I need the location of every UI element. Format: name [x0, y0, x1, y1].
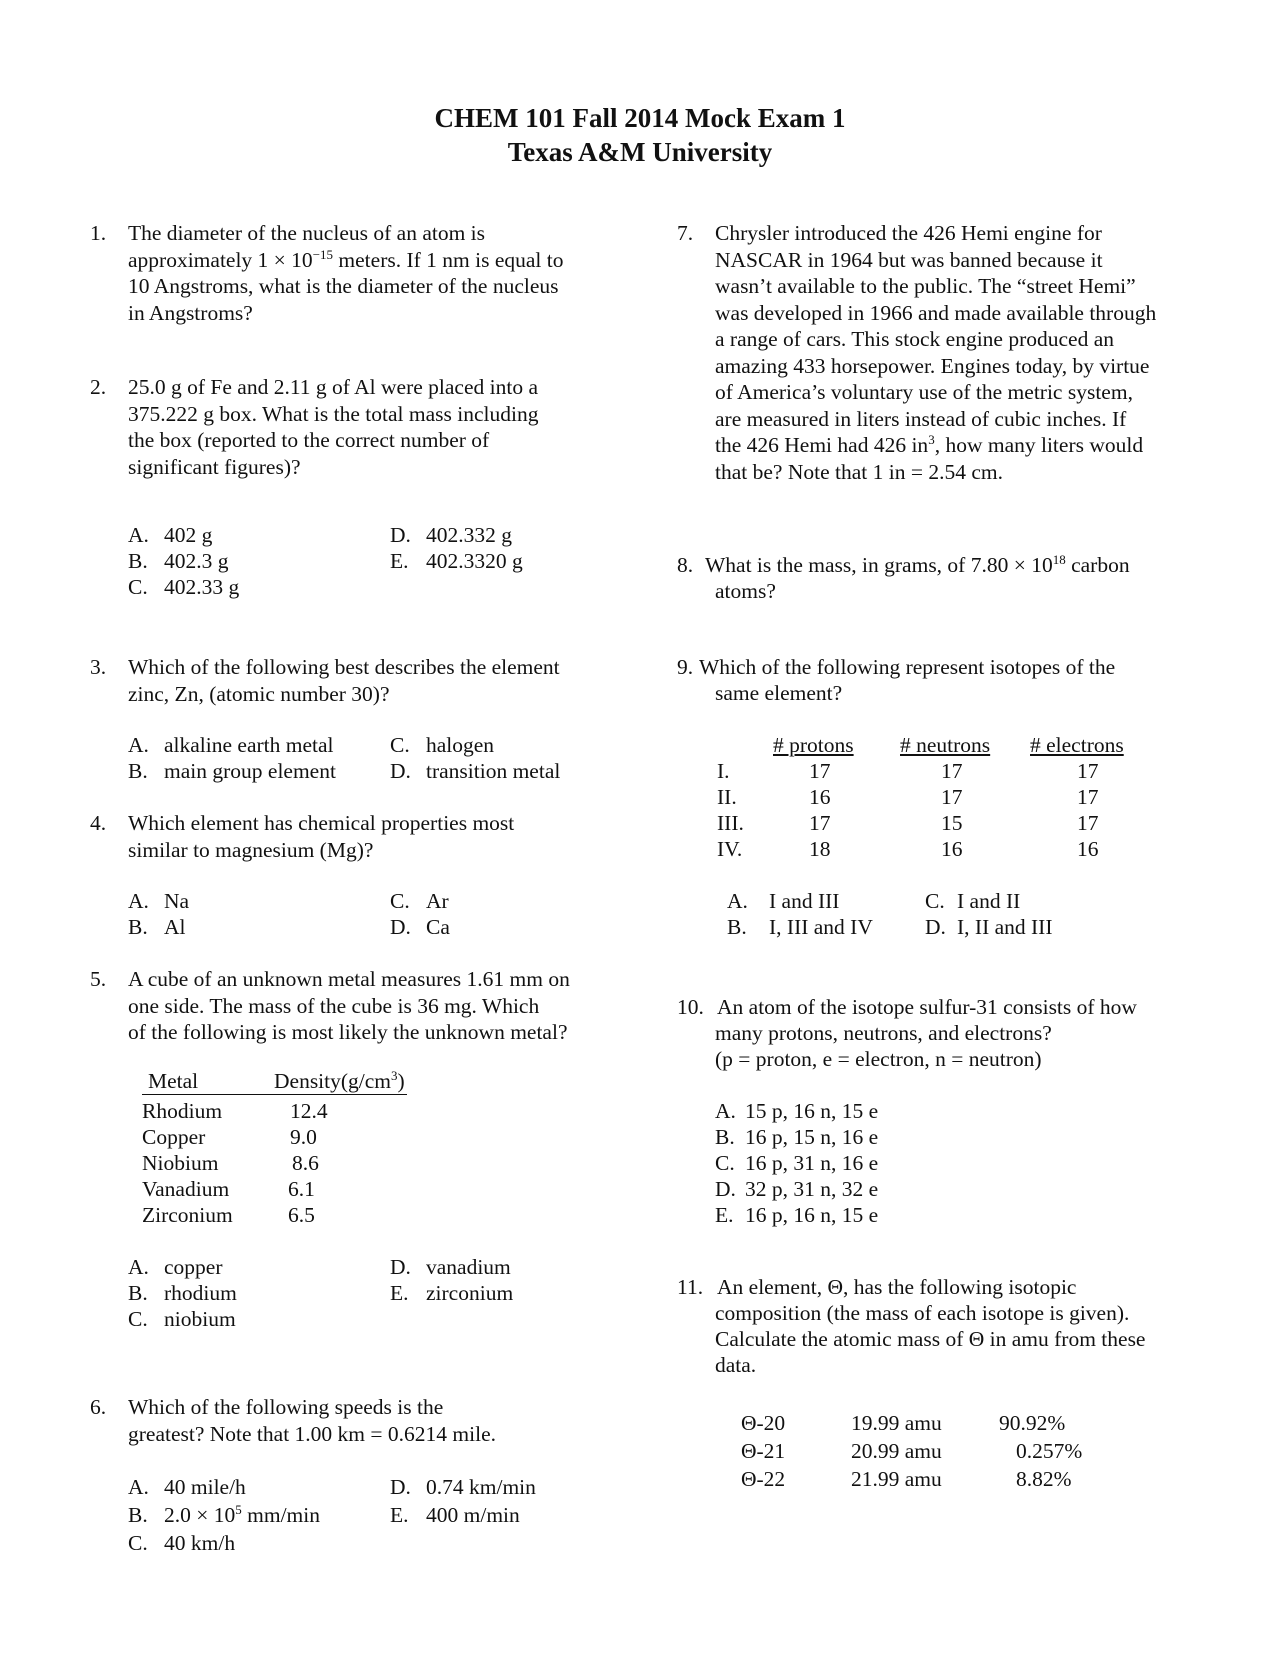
answer-option: B. 402.3 g	[128, 549, 229, 573]
question-text-line: a range of cars. This stock engine produced an	[715, 327, 1114, 351]
answer-option: A. alkaline earth metal	[128, 733, 334, 757]
question-text-line: approximately $1 \times 10^{-15}$ meters. If 1 nm is equal to	[128, 246, 564, 272]
table-row: Vanadium 6.1	[142, 1177, 315, 1201]
answer-option: A. Na	[128, 889, 190, 913]
column-header-metal: Metal	[148, 1069, 199, 1093]
answer-option: C. 16 p, 31 n, 16 e	[715, 1151, 879, 1175]
university-name: Texas A&M University	[507, 137, 773, 167]
question-text-line: was developed in 1966 and made available through	[715, 300, 1157, 325]
question-number: 10.	[677, 995, 704, 1019]
table-row: Θ-20 19.99 amu 90.92%	[741, 1411, 1066, 1435]
answer-option: D. transition metal	[390, 759, 561, 783]
column-header-electrons: # electrons	[1030, 733, 1124, 757]
question-text-line: that be? Note that 1 in = 2.54 cm.	[715, 459, 1003, 484]
answer-option: C. Ar	[390, 889, 449, 913]
answer-option: D. 0.74 km/min	[390, 1475, 536, 1499]
table-row: Zirconium 6.5	[142, 1203, 315, 1227]
answer-option: C. I and II	[925, 889, 1021, 913]
question-text-line: What is the mass, in grams, of $7.80 \times 10^{18}$ carbon	[705, 551, 1130, 577]
question-text-line: Which of the following represent isotopes of the	[699, 655, 1116, 679]
answer-option: C. 40 km/h	[128, 1531, 236, 1555]
answer-option: C. 402.33 g	[128, 575, 240, 599]
question-text-line: An atom of the isotope sulfur-31 consists of how	[717, 995, 1137, 1019]
question-text-line: in Angstroms?	[128, 300, 253, 325]
question-text-line: The diameter of the nucleus of an atom is	[128, 221, 486, 245]
answer-option: A. 402 g	[128, 523, 213, 547]
answer-option: D. I, II and III	[925, 915, 1053, 939]
table-row: I. 17 17 17	[717, 759, 1099, 783]
question-number: 1.	[90, 221, 107, 245]
table-row: Θ-21 20.99 amu 0.257%	[741, 1439, 1083, 1463]
question-text-line: data.	[715, 1353, 757, 1377]
answer-option: B. main group element	[128, 759, 336, 783]
question-number: 2.	[90, 375, 107, 399]
question-text-line: one side. The mass of the cube is 36 mg. Which	[128, 993, 540, 1018]
question-text-line: wasn’t available to the public. The “street Hemi”	[715, 274, 1136, 298]
answer-option: D. 32 p, 31 n, 32 e	[715, 1177, 879, 1201]
answer-option: E. 402.3320 g	[390, 549, 523, 573]
question-text-line: composition (the mass of each isotope is given).	[715, 1301, 1130, 1325]
table-row: Rhodium 12.4	[142, 1099, 328, 1123]
question-text-line: (p = proton, e = electron, n = neutron)	[715, 1047, 1042, 1071]
question-text-line: Calculate the atomic mass of Θ in amu from these	[715, 1327, 1146, 1351]
question-text-line: Which element has chemical properties most	[128, 811, 515, 835]
question-text-line: 375.222 g box. What is the total mass including	[128, 401, 539, 426]
answer-option: D. Ca	[390, 915, 450, 939]
column-header-density: $Density(g/cm^3)$	[274, 1067, 405, 1093]
question-text-line: greatest? Note that 1.00 km = 0.6214 mile.	[128, 1421, 496, 1446]
answer-option: B. $2.0 \times 10^5$ mm/min	[128, 1501, 321, 1527]
question-text-line: 10 Angstroms, what is the diameter of the nucleus	[128, 274, 559, 298]
question-text-line: atoms?	[715, 579, 776, 603]
question-text-line: similar to magnesium (Mg)?	[128, 837, 374, 862]
question-text-line: many protons, neutrons, and electrons?	[715, 1021, 1052, 1045]
table-row: Niobium 8.6	[142, 1151, 319, 1175]
density-table-header	[142, 1067, 407, 1095]
question-text-line: amazing 433 horsepower. Engines today, by virtue	[715, 353, 1150, 378]
question-number: 7.	[677, 221, 694, 245]
table-row: IV. 18 16 16	[717, 837, 1099, 861]
question-number: 8.	[677, 553, 694, 577]
answer-option: A. I and III	[727, 889, 840, 913]
question-number: 4.	[90, 811, 107, 835]
question-text-line: of the following is most likely the unknown metal?	[128, 1020, 568, 1044]
column-header-protons: # protons	[773, 733, 854, 757]
table-row: Copper 9.0	[142, 1125, 317, 1149]
question-number: 11.	[677, 1275, 704, 1299]
question-text-line: zinc, Zn, (atomic number 30)?	[128, 681, 390, 706]
answer-option: A. 15 p, 16 n, 15 e	[715, 1099, 879, 1123]
question-text-line: the 426 Hemi had 426 $in^3$, how many liters would	[715, 431, 1144, 457]
answer-option: D. 402.332 g	[390, 523, 512, 547]
answer-option: E. 16 p, 16 n, 15 e	[715, 1203, 879, 1227]
question-text-line: A cube of an unknown metal measures 1.61 mm on	[128, 967, 570, 991]
question-number: 9.	[677, 655, 694, 679]
answer-option: C. halogen	[390, 733, 495, 757]
column-header-neutrons: # neutrons	[900, 733, 991, 757]
question-number: 3.	[90, 655, 107, 679]
answer-option: B. I, III and IV	[727, 915, 873, 939]
question-text-line: Which of the following best describes the element	[128, 655, 560, 679]
question-text-line: the box (reported to the correct number of	[128, 428, 490, 452]
table-row: III. 17 15 17	[717, 811, 1099, 835]
question-text-line: are measured in liters instead of cubic inches. If	[715, 406, 1127, 431]
question-text-line: significant figures)?	[128, 454, 301, 479]
question-text-line: NASCAR in 1964 but was banned because it	[715, 247, 1103, 272]
answer-option: B. Al	[128, 915, 186, 939]
answer-option: D. vanadium	[390, 1255, 511, 1279]
question-number: 6.	[90, 1395, 107, 1419]
answer-option: E. 400 m/min	[390, 1503, 520, 1527]
answer-option: B. 16 p, 15 n, 16 e	[715, 1125, 879, 1149]
table-row: II. 16 17 17	[717, 785, 1099, 809]
answer-option: A. copper	[128, 1255, 223, 1279]
table-row: Θ-22 21.99 amu 8.82%	[741, 1467, 1072, 1491]
question-number: 5.	[90, 967, 107, 991]
answer-option: E. zirconium	[390, 1281, 514, 1305]
exam-title: CHEM 101 Fall 2014 Mock Exam 1	[434, 103, 846, 133]
question-text-line: 25.0 g of Fe and 2.11 g of Al were placed into a	[128, 375, 538, 399]
answer-option: B. rhodium	[128, 1281, 237, 1305]
answer-option: A. 40 mile/h	[128, 1475, 246, 1499]
question-text-line: Which of the following speeds is the	[128, 1395, 444, 1419]
question-text-line: Chrysler introduced the 426 Hemi engine for	[715, 221, 1102, 245]
question-text-line: same element?	[715, 681, 843, 705]
answer-option: C. niobium	[128, 1307, 236, 1331]
question-text-line: of America’s voluntary use of the metric system,	[715, 380, 1133, 404]
question-text-line: An element, Θ, has the following isotopic	[717, 1275, 1077, 1299]
